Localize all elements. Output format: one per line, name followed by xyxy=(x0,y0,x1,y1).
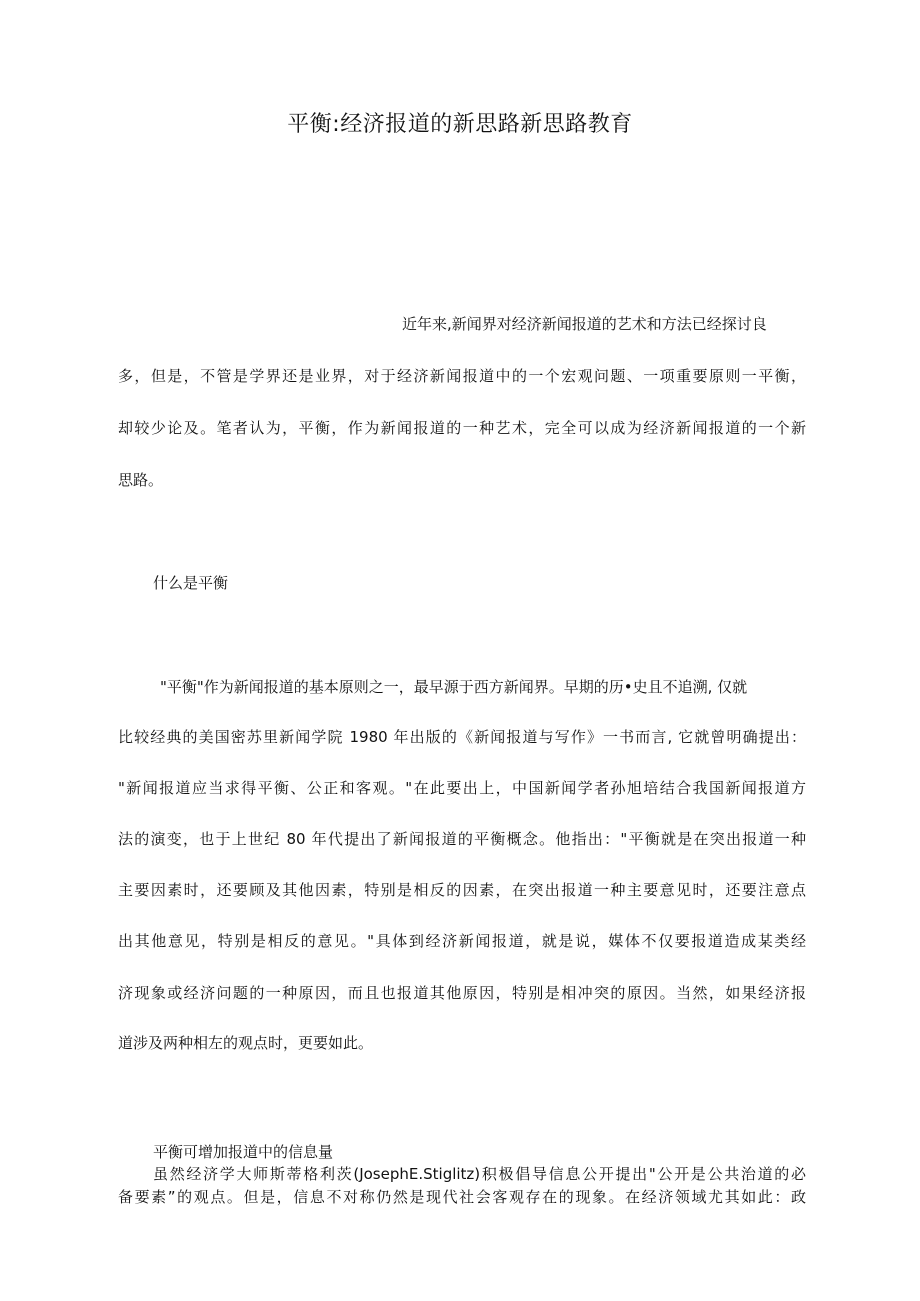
section1-line-6: 出其他意见，特别是相反的意见。"具体到经济新闻报道，就是说，媒体不仅要报道造成某类经 xyxy=(118,932,806,950)
section2-line-1: 虽然经济学大师斯蒂格利茨(JosephE.Stiglitz)积极倡导信息公开提出"公开是公共治道的必 xyxy=(153,1165,806,1183)
section-heading-information: 平衡可增加报道中的信息量 xyxy=(153,1143,334,1161)
intro-line-3: 却较少论及。笔者认为，平衡，作为新闻报道的一种艺术，完全可以成为经济新闻报道的一个新 xyxy=(118,419,806,437)
intro-line-2: 多，但是，不管是学界还是业界，对于经济新闻报道中的一个宏观问题、一项重要原则一平衡， xyxy=(118,367,806,385)
section1-line-2: 比较经典的美国密苏里新闻学院 1980 年出版的《新闻报道与写作》一书而言, 它就曾明确提出： xyxy=(118,728,806,746)
section1-line-8: 道涉及两种相左的观点时，更要如此。 xyxy=(118,1034,374,1052)
section1-line-7: 济现象或经济问题的一种原因，而且也报道其他原因，特别是相冲突的原因。当然，如果经济报 xyxy=(118,984,806,1002)
section1-line-4: 法的演变，也于上世纪 80 年代提出了新闻报道的平衡概念。他指出："平衡就是在突出报道一种 xyxy=(118,830,806,848)
intro-line-4: 思路。 xyxy=(118,471,164,489)
intro-line-1: 近年来,新闻界对经济新闻报道的艺术和方法已经探讨良 xyxy=(402,315,767,333)
section1-line-1: "平衡"作为新闻报道的基本原则之一，最早源于西方新闻界。早期的历•史且不追溯, 仅就 xyxy=(160,678,748,696)
section1-line-5: 主要因素时，还要顾及其他因素，特别是相反的因素，在突出报道一种主要意见时，还要注意点 xyxy=(118,881,806,899)
document-title: 平衡:经济报道的新思路新思路教育 xyxy=(287,112,633,137)
section2-line-2: 备要素”的观点。但是，信息不对称仍然是现代社会客观存在的现象。在经济领域尤其如此：政 xyxy=(118,1188,806,1206)
section-heading-what-is-balance: 什么是平衡 xyxy=(153,574,229,592)
section1-line-3: "新闻报道应当求得平衡、公正和客观。"在此要出上，中国新闻学者孙旭培结合我国新闻报道方 xyxy=(118,779,806,797)
